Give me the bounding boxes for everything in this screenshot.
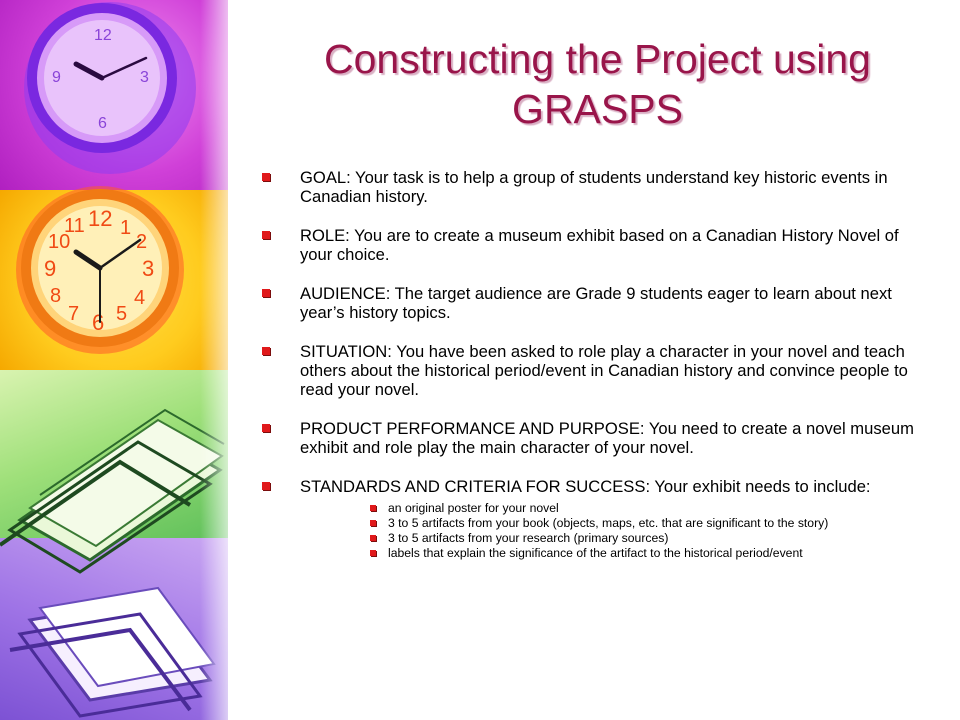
bullet-icon (262, 231, 270, 239)
list-item-situation (262, 342, 922, 399)
bullet-icon (262, 173, 270, 181)
svg-text:6: 6 (92, 310, 105, 335)
green-papers-icon (0, 410, 224, 572)
sublist-item (370, 531, 922, 546)
svg-text:9: 9 (44, 256, 57, 281)
list-item-text: SITUATION: You have been asked to role play a character in your novel and teach others about the historical period/event in Canadian history and convince people to read your novel. (300, 342, 908, 399)
orange-clock-icon (16, 186, 184, 354)
sublist-item-text: 3 to 5 artifacts from your research (primary sources) (388, 531, 669, 545)
svg-text:10: 10 (48, 231, 71, 253)
svg-text:9: 9 (52, 69, 61, 86)
svg-text:2: 2 (136, 231, 148, 253)
svg-text:3: 3 (140, 69, 149, 86)
bullet-icon (370, 535, 376, 541)
title-line-2: GRASPS (512, 86, 683, 132)
svg-text:3: 3 (142, 256, 155, 281)
criteria-sublist (300, 501, 922, 561)
bullet-icon (262, 289, 270, 297)
list-item-text: AUDIENCE: The target audience are Grade 9 students eager to learn about next year’s history topics. (300, 284, 892, 322)
strip-fade (200, 0, 228, 720)
svg-text:8: 8 (50, 285, 62, 307)
sublist-item-text: an original poster for your novel (388, 501, 559, 515)
decorative-image-strip (0, 0, 228, 720)
bullet-icon (262, 482, 270, 490)
svg-text:5: 5 (116, 303, 128, 325)
list-item-standards (262, 477, 922, 561)
sublist-item (370, 516, 922, 531)
list-item-text: STANDARDS AND CRITERIA FOR SUCCESS: Your exhibit needs to include: (300, 477, 871, 496)
list-item-text: GOAL: Your task is to help a group of students understand key historic events in Canadian history. (300, 168, 888, 206)
bullet-icon (262, 347, 270, 355)
list-item-text: PRODUCT PERFORMANCE AND PURPOSE: You need to create a novel museum exhibit and role play the main character of your novel. (300, 419, 914, 457)
bullet-icon (370, 505, 376, 511)
strip-artwork (0, 0, 228, 720)
sublist-item-text: labels that explain the significance of the artifact to the historical period/event (388, 546, 803, 560)
svg-text:4: 4 (134, 287, 146, 309)
purple-clock-icon (24, 2, 196, 174)
list-item-text: ROLE: You are to create a museum exhibit based on a Canadian History Novel of your choice. (300, 226, 899, 264)
sublist-item (370, 501, 922, 516)
svg-text:7: 7 (68, 303, 80, 325)
bullet-icon (370, 550, 376, 556)
svg-text:11: 11 (64, 215, 85, 237)
sublist-item-text: 3 to 5 artifacts from your book (objects, maps, etc. that are significant to the story) (388, 516, 829, 530)
svg-text:1: 1 (120, 217, 132, 239)
sublist-item (370, 546, 922, 561)
list-item-goal (262, 168, 922, 206)
bullet-icon (370, 520, 376, 526)
svg-text:6: 6 (98, 115, 107, 132)
title-line-1: Constructing the Project using (324, 36, 871, 82)
bullet-icon (262, 424, 270, 432)
svg-text:12: 12 (94, 27, 112, 44)
svg-text:12: 12 (88, 206, 113, 231)
list-item-audience (262, 284, 922, 322)
purple-papers-icon (10, 588, 214, 716)
list-item-product (262, 419, 922, 457)
slide-title (250, 34, 945, 134)
list-item-role (262, 226, 922, 264)
grasps-list (262, 168, 922, 581)
